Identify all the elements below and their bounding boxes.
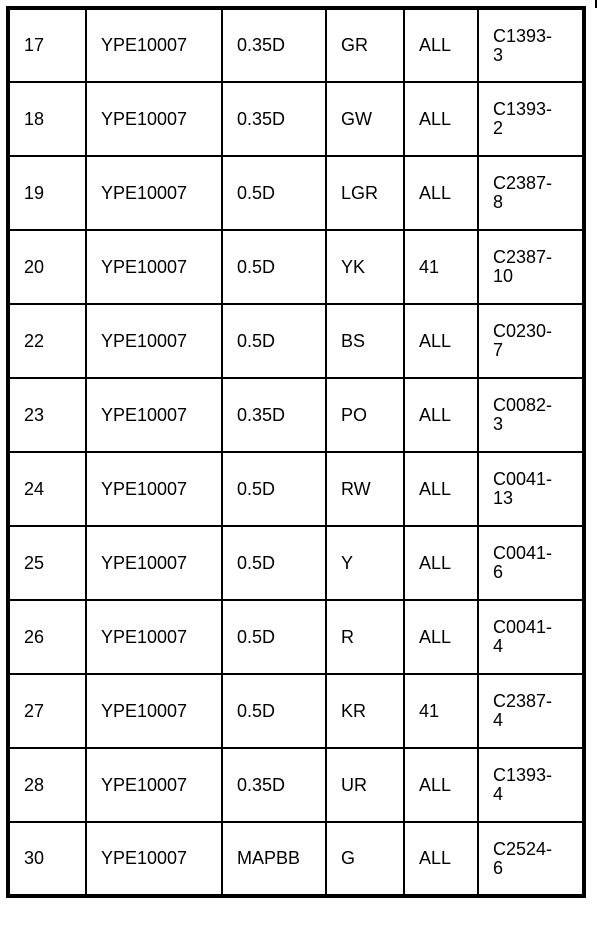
cell-number: 18 (8, 82, 86, 156)
table-row (8, 8, 584, 82)
cell-part-number: YPE10007 (86, 674, 222, 748)
cell-part-number: YPE10007 (86, 822, 222, 896)
circuit-code-prefix: C0041- (493, 469, 553, 490)
circuit-code-prefix: C1393- (493, 765, 553, 786)
table-row (8, 378, 584, 452)
cell-circuit-code (478, 156, 584, 230)
cell-applicability: ALL (404, 822, 478, 896)
cell-size: 0.5D (222, 526, 326, 600)
circuit-code-prefix: C1393- (493, 25, 553, 46)
cell-number: 30 (8, 822, 86, 896)
circuit-code-prefix: C0230- (493, 321, 553, 342)
cell-circuit-code (478, 378, 584, 452)
cell-size: 0.5D (222, 674, 326, 748)
table-row (8, 526, 584, 600)
cell-number: 19 (8, 156, 86, 230)
circuit-code-prefix: C0082- (493, 395, 553, 416)
cell-color-code: PO (326, 378, 404, 452)
cell-part-number: YPE10007 (86, 600, 222, 674)
cell-color-code: GR (326, 8, 404, 82)
cell-applicability: ALL (404, 748, 478, 822)
circuit-code-prefix: C2387- (493, 691, 553, 712)
cell-color-code: BS (326, 304, 404, 378)
cell-number: 22 (8, 304, 86, 378)
cell-number: 23 (8, 378, 86, 452)
cell-part-number: YPE10007 (86, 452, 222, 526)
circuit-code-suffix: 4 (493, 636, 504, 656)
cell-circuit-code (478, 452, 584, 526)
table-row (8, 822, 584, 896)
circuit-code-suffix: 3 (493, 44, 504, 65)
wire-table-body (8, 8, 584, 896)
circuit-code-suffix: 2 (493, 118, 504, 138)
cell-color-code: YK (326, 230, 404, 304)
cell-color-code: Y (326, 526, 404, 600)
cell-part-number: YPE10007 (86, 378, 222, 452)
cell-applicability: 41 (404, 230, 478, 304)
cell-part-number: YPE10007 (86, 156, 222, 230)
circuit-code-prefix: C2387- (493, 173, 553, 194)
cell-color-code: LGR (326, 156, 404, 230)
table-row (8, 600, 584, 674)
cell-size: 0.35D (222, 378, 326, 452)
page-corner-mark (595, 0, 597, 8)
table-row (8, 674, 584, 748)
cell-applicability: ALL (404, 452, 478, 526)
cell-part-number: YPE10007 (86, 8, 222, 82)
table-row (8, 452, 584, 526)
table-row (8, 230, 584, 304)
circuit-code-suffix: 7 (493, 340, 504, 360)
cell-part-number: YPE10007 (86, 748, 222, 822)
cell-color-code: RW (326, 452, 404, 526)
cell-circuit-code (478, 674, 584, 748)
cell-size: 0.5D (222, 452, 326, 526)
cell-applicability: ALL (404, 304, 478, 378)
cell-number: 20 (8, 230, 86, 304)
cell-part-number: YPE10007 (86, 82, 222, 156)
cell-number: 27 (8, 674, 86, 748)
wire-table (6, 6, 586, 898)
cell-circuit-code (478, 8, 584, 82)
cell-applicability: ALL (404, 156, 478, 230)
cell-size: 0.5D (222, 600, 326, 674)
cell-size: MAPBB (222, 822, 326, 896)
cell-size: 0.35D (222, 748, 326, 822)
circuit-code-suffix: 4 (493, 784, 504, 804)
cell-color-code: GW (326, 82, 404, 156)
table-row (8, 156, 584, 230)
cell-size: 0.35D (222, 82, 326, 156)
cell-circuit-code (478, 600, 584, 674)
circuit-code-suffix: 8 (493, 192, 504, 212)
cell-applicability: ALL (404, 526, 478, 600)
circuit-code-suffix: 13 (493, 488, 514, 508)
cell-circuit-code (478, 526, 584, 600)
circuit-code-prefix: C0041- (493, 617, 553, 638)
cell-part-number: YPE10007 (86, 304, 222, 378)
cell-applicability: ALL (404, 600, 478, 674)
cell-applicability: ALL (404, 8, 478, 82)
table-row (8, 748, 584, 822)
cell-circuit-code (478, 748, 584, 822)
cell-circuit-code (478, 304, 584, 378)
cell-applicability: ALL (404, 82, 478, 156)
cell-part-number: YPE10007 (86, 526, 222, 600)
table-row (8, 304, 584, 378)
circuit-code-suffix: 10 (493, 266, 514, 286)
cell-size: 0.5D (222, 230, 326, 304)
cell-size: 0.5D (222, 156, 326, 230)
cell-circuit-code (478, 822, 584, 896)
cell-number: 28 (8, 748, 86, 822)
cell-size: 0.35D (222, 8, 326, 82)
cell-circuit-code (478, 230, 584, 304)
cell-color-code: KR (326, 674, 404, 748)
circuit-code-suffix: 3 (493, 414, 504, 434)
cell-circuit-code (478, 82, 584, 156)
circuit-code-prefix: C2387- (493, 247, 553, 268)
circuit-code-suffix: 4 (493, 710, 504, 730)
cell-color-code: UR (326, 748, 404, 822)
circuit-code-prefix: C2524- (493, 838, 553, 859)
circuit-code-suffix: 6 (493, 562, 504, 582)
circuit-code-suffix: 6 (493, 857, 504, 878)
cell-applicability: ALL (404, 378, 478, 452)
cell-number: 26 (8, 600, 86, 674)
cell-applicability: 41 (404, 674, 478, 748)
cell-color-code: G (326, 822, 404, 896)
circuit-code-prefix: C1393- (493, 99, 553, 120)
circuit-code-prefix: C0041- (493, 543, 553, 564)
cell-number: 24 (8, 452, 86, 526)
cell-size: 0.5D (222, 304, 326, 378)
cell-color-code: R (326, 600, 404, 674)
cell-number: 25 (8, 526, 86, 600)
cell-part-number: YPE10007 (86, 230, 222, 304)
cell-number: 17 (8, 8, 86, 82)
table-row (8, 82, 584, 156)
